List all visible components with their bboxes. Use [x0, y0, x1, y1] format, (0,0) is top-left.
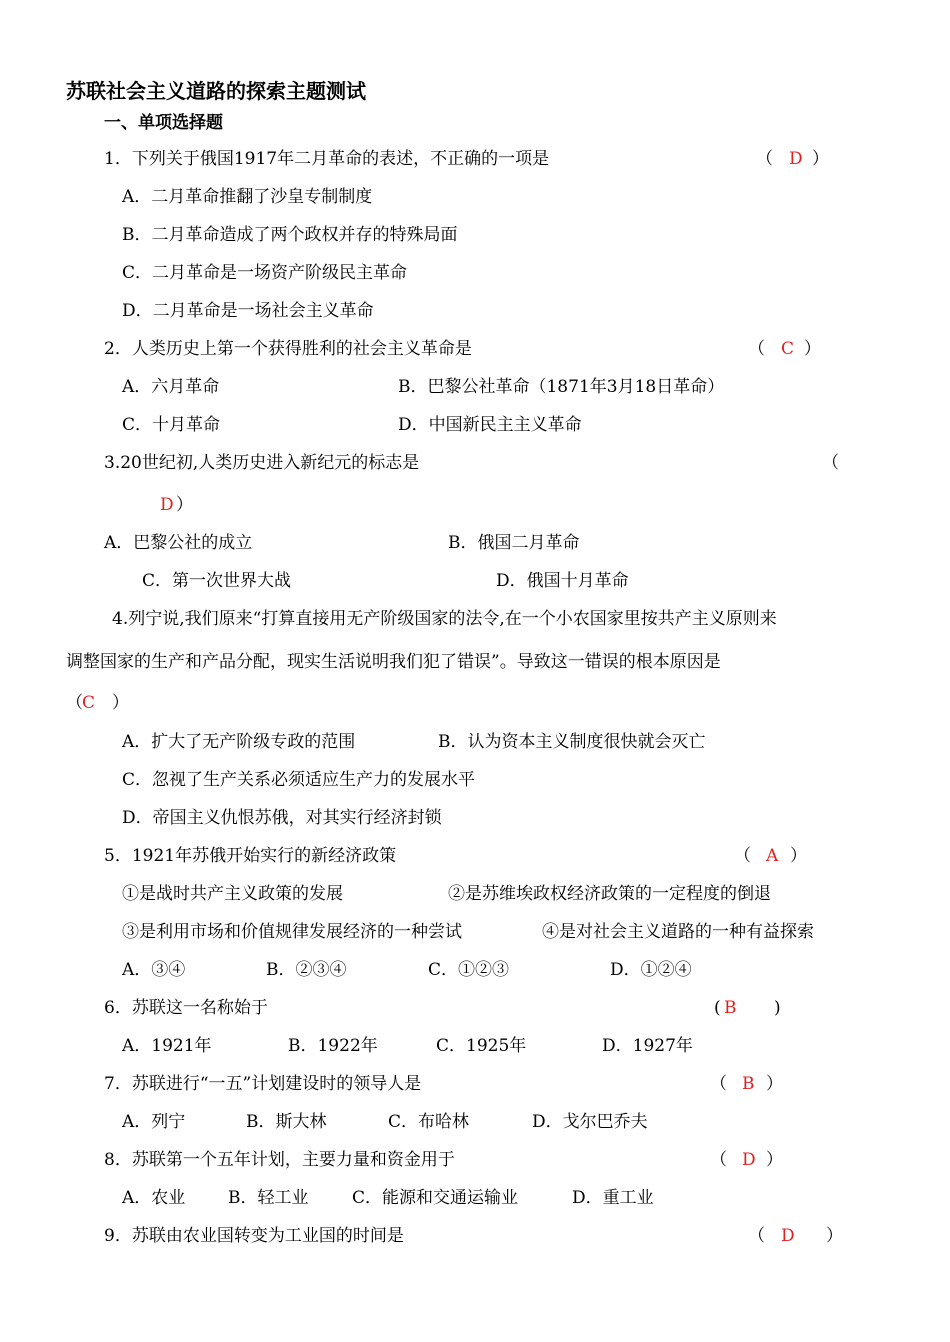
question-1-option-c: C．二月革命是一场资产阶级民主革命 [122, 263, 408, 283]
question-5-item-2: ②是苏维埃政权经济政策的一定程度的倒退 [448, 884, 771, 904]
question-5-answer-open: （ [734, 846, 751, 866]
question-8-answer: D [742, 1150, 756, 1170]
section-heading: 一、单项选择题 [104, 113, 223, 133]
question-5-item-1: ①是战时共产主义政策的发展 [122, 884, 343, 904]
question-1-answer-close: ） [812, 149, 829, 169]
question-4-stem-line-1: 4.列宁说,我们原来“打算直接用无产阶级国家的法令,在一个小农国家里按共产主义原则来 [112, 609, 777, 629]
question-5-item-3: ③是利用市场和价值规律发展经济的一种尝试 [122, 922, 462, 942]
question-4-answer: C [82, 693, 96, 713]
question-5-option-d: D．①②④ [610, 960, 692, 980]
question-8-option-b: B．轻工业 [228, 1188, 309, 1208]
question-2-answer-close: ） [804, 339, 821, 359]
question-5-option-a: A．③④ [122, 960, 186, 980]
question-7-option-d: D．戈尔巴乔夫 [532, 1112, 648, 1132]
question-3-answer-close: ） [176, 495, 193, 515]
question-2-option-b: B．巴黎公社革命（1871年3月18日革命） [398, 377, 725, 397]
question-6-option-c: C．1925年 [436, 1036, 527, 1056]
question-4-option-c: C．忽视了生产关系必须适应生产力的发展水平 [122, 770, 476, 790]
question-3-option-a: A．巴黎公社的成立 [104, 533, 253, 553]
question-9-answer-close: ） [826, 1226, 843, 1246]
question-1-answer: D [789, 149, 803, 169]
question-3-answer: D [160, 495, 174, 515]
question-3-option-d: D．俄国十月革命 [496, 571, 629, 591]
question-9-stem: 9．苏联由农业国转变为工业国的时间是 [104, 1226, 404, 1246]
question-9-answer-open: （ [748, 1226, 765, 1246]
question-6-option-b: B．1922年 [288, 1036, 378, 1056]
question-1-option-a: A．二月革命推翻了沙皇专制制度 [122, 187, 373, 207]
question-5-answer: A [766, 846, 779, 866]
question-8-option-d: D．重工业 [572, 1188, 654, 1208]
question-2-option-d: D．中国新民主主义革命 [398, 415, 582, 435]
question-7-option-a: A．列宁 [122, 1112, 186, 1132]
question-3-answer-open: （ [822, 453, 839, 473]
question-9-answer: D [781, 1226, 795, 1246]
question-8-option-c: C．能源和交通运输业 [352, 1188, 519, 1208]
question-6-stem: 6．苏联这一名称始于 [104, 998, 268, 1018]
question-7-answer: B [742, 1074, 755, 1094]
question-5-answer-close: ） [790, 846, 807, 866]
question-7-stem: 7．苏联进行“一五”计划建设时的领导人是 [104, 1074, 422, 1094]
question-7-answer-close: ） [766, 1074, 783, 1094]
question-8-answer-open: （ [710, 1150, 727, 1170]
question-6-option-d: D．1927年 [602, 1036, 693, 1056]
question-7-option-b: B．斯大林 [246, 1112, 327, 1132]
question-2-stem: 2．人类历史上第一个获得胜利的社会主义革命是 [104, 339, 472, 359]
question-2-option-a: A．六月革命 [122, 377, 220, 397]
question-6-answer-close: ) [774, 998, 781, 1018]
question-5-option-b: B．②③④ [266, 960, 347, 980]
question-3-option-b: B．俄国二月革命 [448, 533, 580, 553]
question-3-stem: 3.20世纪初,人类历史进入新纪元的标志是 [104, 453, 420, 473]
question-1-stem: 1．下列关于俄国1917年二月革命的表述，不正确的一项是 [104, 149, 550, 169]
question-4-stem-line-2: 调整国家的生产和产品分配，现实生活说明我们犯了错误”。导致这一错误的根本原因是 [66, 652, 721, 672]
question-7-option-c: C．布哈林 [388, 1112, 470, 1132]
question-5-option-c: C．①②③ [428, 960, 510, 980]
document-title: 苏联社会主义道路的探索主题测试 [66, 79, 366, 103]
question-7-answer-open: （ [710, 1074, 727, 1094]
question-5-item-4: ④是对社会主义道路的一种有益探索 [542, 922, 814, 942]
question-6-answer-open: ( [714, 998, 721, 1018]
question-3-option-c: C．第一次世界大战 [142, 571, 292, 591]
question-1-option-d: D．二月革命是一场社会主义革命 [122, 301, 374, 321]
question-1-option-b: B．二月革命造成了两个政权并存的特殊局面 [122, 225, 458, 245]
question-8-stem: 8．苏联第一个五年计划，主要力量和资金用于 [104, 1150, 455, 1170]
question-5-stem: 5．1921年苏俄开始实行的新经济政策 [104, 846, 397, 866]
question-4-option-d: D．帝国主义仇恨苏俄，对其实行经济封锁 [122, 808, 442, 828]
question-2-answer: C [781, 339, 795, 359]
question-4-option-a: A．扩大了无产阶级专政的范围 [122, 732, 356, 752]
question-6-answer: B [724, 998, 737, 1018]
question-6-option-a: A．1921年 [122, 1036, 212, 1056]
question-4-answer-close: ） [112, 693, 129, 713]
question-2-answer-open: （ [748, 339, 765, 359]
question-2-option-c: C．十月革命 [122, 415, 221, 435]
question-8-option-a: A．农业 [122, 1188, 186, 1208]
question-1-answer-open: （ [756, 149, 773, 169]
question-4-option-b: B．认为资本主义制度很快就会灭亡 [438, 732, 706, 752]
question-8-answer-close: ） [766, 1150, 783, 1170]
question-4-answer-open: （ [66, 693, 83, 713]
